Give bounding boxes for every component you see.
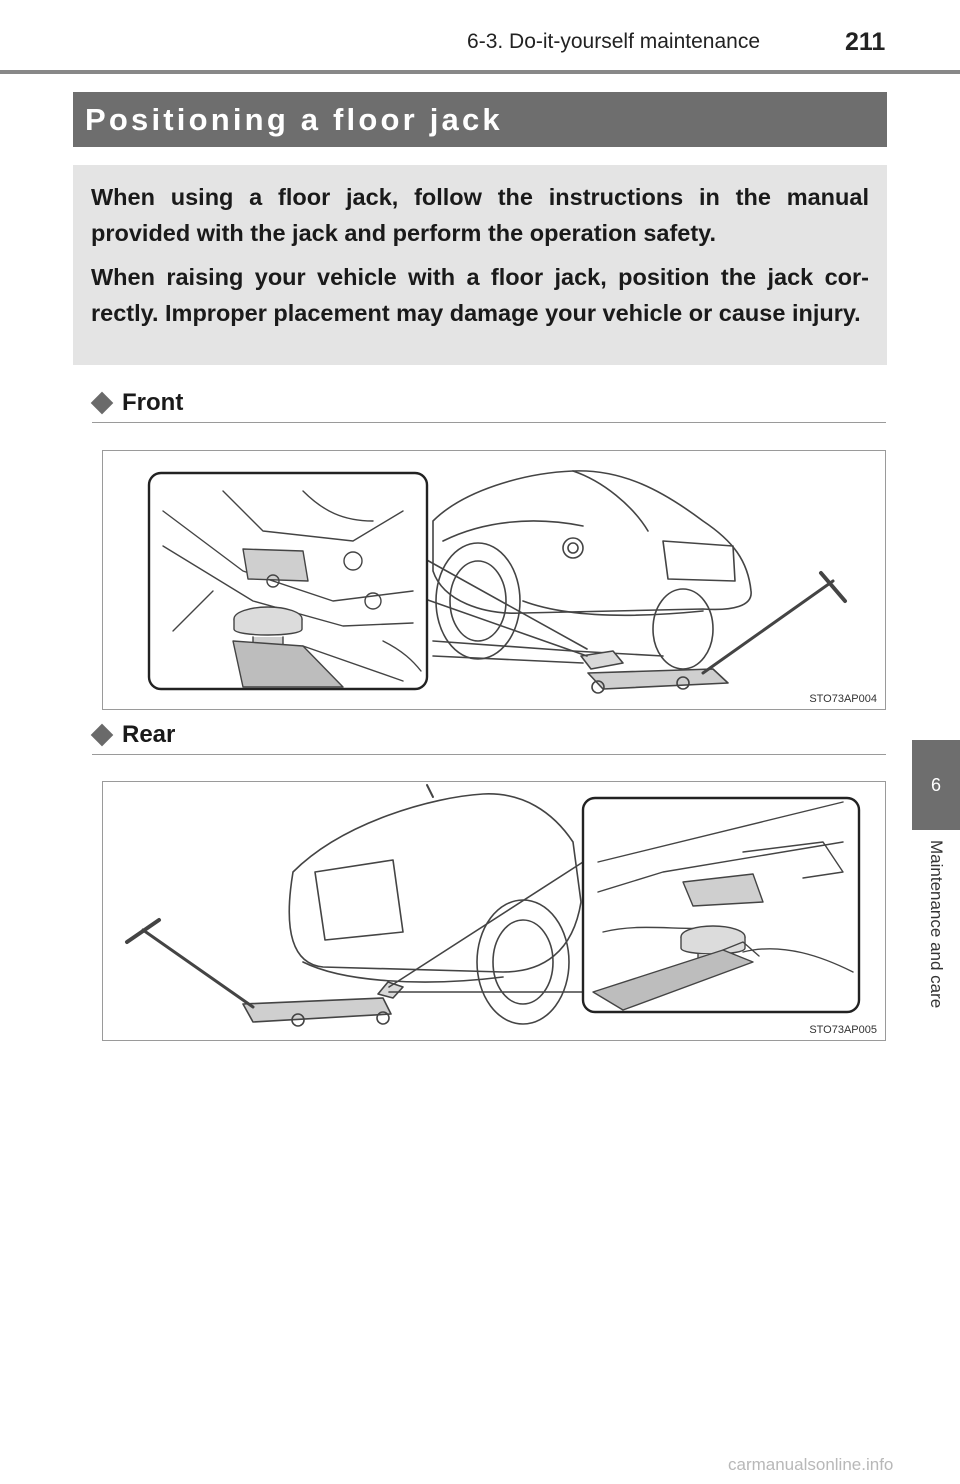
subheading-rear-label: Rear [122, 721, 176, 748]
subheading-rear [92, 720, 886, 755]
diamond-bullet-icon [91, 391, 114, 414]
running-header-section: 6-3. Do-it-yourself maintenance [467, 30, 760, 53]
subheading-front-label: Front [122, 389, 184, 416]
subheading-front [92, 388, 886, 423]
header-rule [0, 70, 960, 74]
chapter-title: Maintenance and care [927, 840, 946, 1009]
chapter-tab[interactable]: 6 [912, 740, 960, 830]
page-title: Positioning a floor jack [73, 92, 887, 147]
page-number: 211 [845, 28, 886, 56]
intro-box [73, 165, 887, 365]
diamond-bullet-icon [91, 723, 114, 746]
figure-code-rear: STO73AP005 [809, 1024, 877, 1036]
watermark: carmanualsonline.info [728, 1455, 894, 1474]
figure-front [102, 450, 886, 710]
figure-rear [102, 781, 886, 1041]
front-jack-illustration [103, 451, 885, 709]
figure-code-front: STO73AP004 [809, 693, 877, 705]
intro-paragraph: When using a floor jack, follow the instructions in the manual provided with the jack and perform the operation safety. [91, 184, 869, 246]
intro-paragraph: When raising your vehicle with a floor jack, position the jack cor-rectly. Improper placement may damage your vehicle or cause injury. [91, 264, 869, 326]
rear-jack-illustration [103, 782, 885, 1040]
